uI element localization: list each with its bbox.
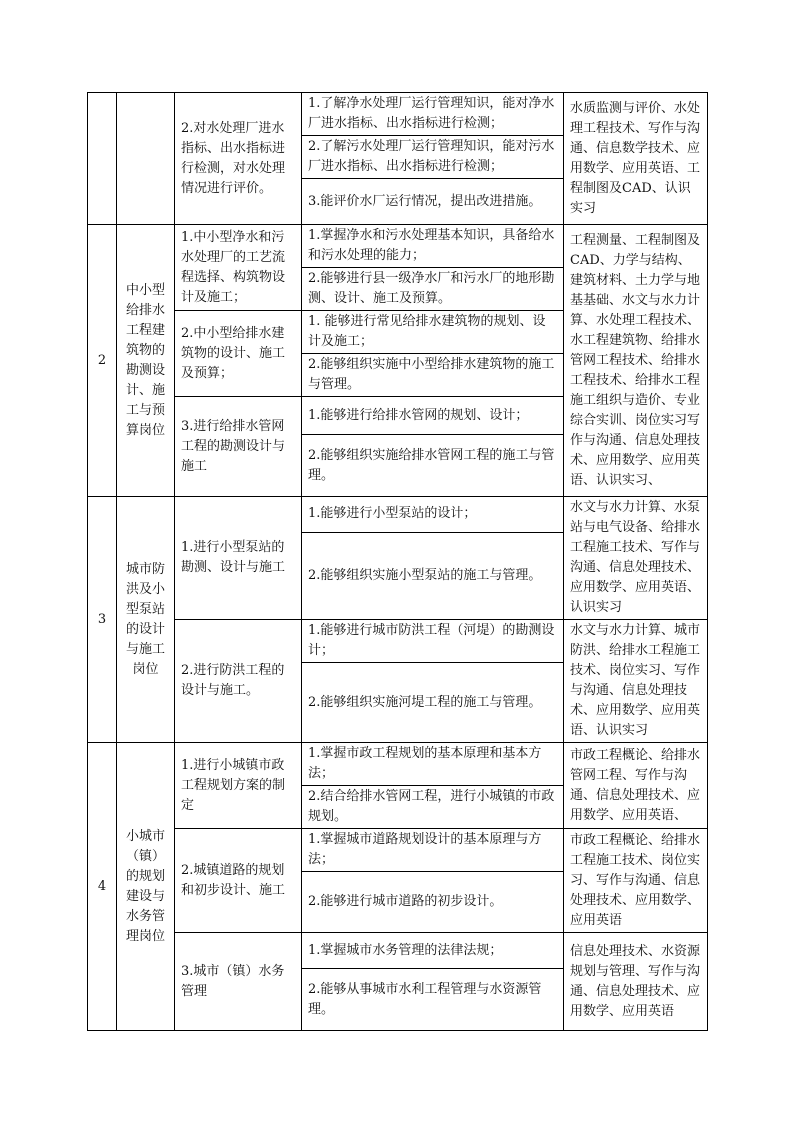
table-row [88, 93, 708, 136]
requirement-cell: 2.能够从事城市水利工程管理与水资源管理。 [302, 969, 564, 1031]
requirement-cell: 1.掌握净水和污水处理基本知识，具备给水和污水处理的能力； [302, 225, 564, 268]
ability-cell: 1.进行小城镇市政工程规划方案的制定 [175, 743, 302, 829]
post-cell: 小城市（镇）的规划建设与水务管理岗位 [117, 743, 175, 1031]
requirement-cell: 1.能够进行给排水管网的规划、设计； [302, 397, 564, 435]
ability-cell: 2.对水处理厂进水指标、出水指标进行检测，对水处理情况进行评价。 [175, 93, 302, 225]
table-row [88, 933, 708, 969]
requirement-cell: 2.能够组织实施给排水管网工程的施工与管理。 [302, 435, 564, 497]
course-cell: 信息处理技术、水资源规划与管理、写作与沟通、信息处理技术、应用数学、应用英语 [564, 933, 708, 1031]
ability-cell: 1.进行小型泵站的勘测、设计与施工 [175, 497, 302, 620]
requirement-cell: 1.掌握城市道路规划设计的基本原理与方法； [302, 829, 564, 872]
course-cell: 水文与水力计算、城市防洪、给排水工程施工技术、岗位实习、写作与沟通、信息处理技术、应用数学、应用英语、认识实习 [564, 620, 708, 743]
ability-cell: 1.中小型净水和污水处理厂的工艺流程选择、构筑物设计及施工； [175, 225, 302, 311]
training-requirements-table [87, 92, 708, 1031]
requirement-cell: 2.了解污水处理厂运行管理知识，能对污水厂进水指标、出水指标进行检测； [302, 136, 564, 179]
requirement-cell: 2.结合给排水管网工程，进行小城镇的市政规划。 [302, 786, 564, 829]
requirement-cell: 1.了解净水处理厂运行管理知识，能对净水厂进水指标、出水指标进行检测； [302, 93, 564, 136]
row-number-cell: 4 [88, 743, 117, 1031]
table-row [88, 225, 708, 268]
row-number-cell: 3 [88, 497, 117, 743]
requirement-cell: 2.能够组织实施中小型给排水建筑物的施工与管理。 [302, 354, 564, 397]
post-cell [117, 93, 175, 225]
post-cell: 中小型给排水工程建筑物的勘测设计、施工与预算岗位 [117, 225, 175, 497]
requirement-cell: 2.能够进行县一级净水厂和污水厂的地形勘测、设计、施工及预算。 [302, 268, 564, 311]
course-cell: 水质监测与评价、水处理工程技术、写作与沟通、信息数学技术、应用数学、应用英语、工程制图及CAD、认识实习 [564, 93, 708, 225]
table-row [88, 620, 708, 663]
ability-cell: 3.城市（镇）水务管理 [175, 933, 302, 1031]
table-row [88, 829, 708, 872]
ability-cell: 2.城镇道路的规划和初步设计、施工 [175, 829, 302, 933]
table-row [88, 497, 708, 533]
post-cell: 城市防洪及小型泵站的设计与施工岗位 [117, 497, 175, 743]
course-cell: 市政工程概论、给排水管网工程、写作与沟通、信息处理技术、应用数学、应用英语、 [564, 743, 708, 829]
requirement-cell: 1. 能够进行常见给排水建筑物的规划、设计及施工； [302, 311, 564, 354]
ability-cell: 2.进行防洪工程的设计与施工。 [175, 620, 302, 743]
requirement-cell: 1.掌握城市水务管理的法律法规； [302, 933, 564, 969]
ability-cell: 3.进行给排水管网工程的勘测设计与施工 [175, 397, 302, 497]
row-number-cell [88, 93, 117, 225]
course-cell: 工程测量、工程制图及CAD、力学与结构、建筑材料、土力学与地基基础、水文与水力计算、水处理工程技术、水工程建筑物、给排水管网工程技术、给排水工程技术、给排水工程施工组织与造价、专业综合实训、岗位实习写作与沟通、信息处理技术、应用数学、应用英语、认识实习、 [564, 225, 708, 497]
requirement-cell: 3.能评价水厂运行情况，提出改进措施。 [302, 179, 564, 225]
row-number-cell: 2 [88, 225, 117, 497]
requirement-cell: 1.掌握市政工程规划的基本原理和基本方法； [302, 743, 564, 786]
requirement-cell: 2.能够组织实施小型泵站的施工与管理。 [302, 532, 564, 619]
ability-cell: 2.中小型给排水建筑物的设计、施工及预算； [175, 311, 302, 397]
course-cell: 市政工程概论、给排水工程施工技术、岗位实习、写作与沟通、信息处理技术、应用数学、应用英语 [564, 829, 708, 933]
requirement-cell: 1.能够进行小型泵站的设计； [302, 497, 564, 533]
course-cell: 水文与水力计算、水泵站与电气设备、给排水工程施工技术、写作与沟通、信息处理技术、应用数学、应用英语、认识实习 [564, 497, 708, 620]
requirement-cell: 1.能够进行城市防洪工程（河堤）的勘测设计； [302, 620, 564, 663]
requirement-cell: 2.能够组织实施河堤工程的施工与管理。 [302, 663, 564, 743]
requirement-cell: 2.能够进行城市道路的初步设计。 [302, 872, 564, 933]
table-row [88, 743, 708, 786]
